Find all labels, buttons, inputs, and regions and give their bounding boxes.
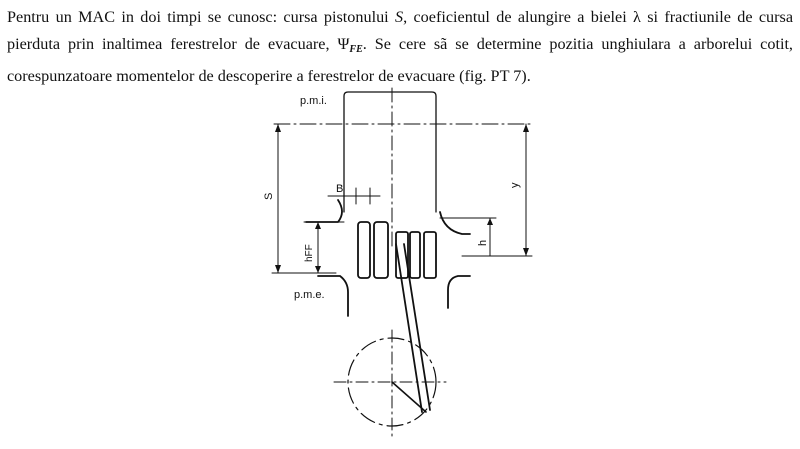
label-b: B: [336, 183, 344, 195]
label-pmi: p.m.i.: [300, 95, 327, 107]
port-4: [410, 232, 420, 278]
cylinder-wall-right-upper: [440, 212, 470, 234]
label-y: y: [509, 182, 521, 188]
h-arrow-top: [487, 218, 493, 225]
psi-symbol: Ψ: [337, 35, 350, 53]
lambda-symbol: λ: [633, 8, 641, 26]
connecting-rod-left: [396, 244, 422, 412]
hff-arrow-top: [315, 222, 321, 229]
problem-intro: Pentru un MAC in doi timpi se cunosc: cursa pistonului: [7, 8, 396, 26]
y-arrow-bottom: [523, 248, 529, 256]
piston-outline: [344, 92, 436, 212]
port-5: [424, 232, 436, 278]
port-1: [358, 222, 370, 278]
cylinder-wall-right-lower: [448, 276, 470, 308]
problem-conclusion: . Se cere sã se determine pozitia unghiulara a arborelui cotit, corespunzatoare momentelor de descoperire a ferestrelor de evacuare (fig. PT 7).: [7, 35, 793, 85]
psi-subscript: FE: [349, 44, 363, 55]
stroke-symbol: S: [395, 8, 404, 26]
s-arrow-bottom: [275, 265, 281, 273]
label-pme: p.m.e.: [294, 289, 325, 301]
s-arrow-top: [275, 124, 281, 132]
cylinder-wall-left-upper: [306, 200, 342, 222]
label-hff: hFF: [304, 244, 315, 262]
problem-after-stroke: , coeficientul de alungire a bielei: [403, 8, 634, 26]
label-h: h: [477, 239, 489, 246]
problem-after-lambda: si fractiunile de cursa pierduta prin inaltimea ferestrelor de evacuare,: [7, 8, 793, 53]
port-2: [374, 222, 388, 278]
label-s: S: [263, 192, 275, 200]
hff-arrow-bottom: [315, 266, 321, 273]
y-arrow-top: [523, 124, 529, 132]
crank-arm: [392, 382, 426, 412]
